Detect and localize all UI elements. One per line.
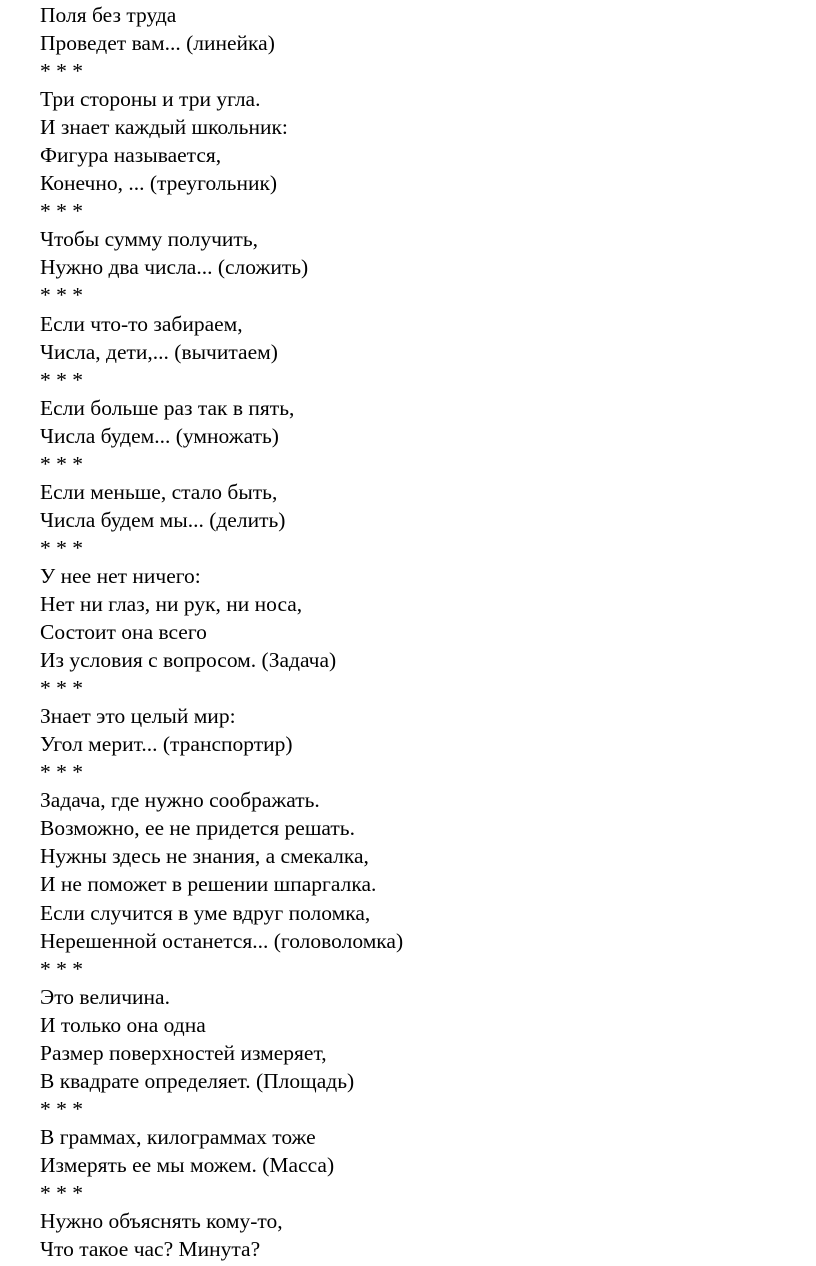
text-line: Нерешенной останется... (головоломка)	[40, 928, 404, 953]
text-line: Что такое час? Минута?	[40, 1237, 261, 1262]
text-line: Числа будем... (умножать)	[40, 423, 279, 448]
text-line: Чтобы сумму получить,	[40, 227, 259, 252]
text-line: Угол мерит... (транспортир)	[40, 732, 293, 757]
separator-line: * * *	[40, 676, 83, 701]
text-line: Если что-то забираем,	[40, 311, 243, 336]
text-line: Из условия с вопросом. (Задача)	[40, 648, 337, 673]
document-page	[40, 1, 800, 1263]
separator-line: * * *	[40, 59, 83, 84]
separator-line: * * *	[40, 367, 83, 392]
separator-line: * * *	[40, 956, 83, 981]
text-line: Нужно объяснять кому-то,	[40, 1209, 283, 1234]
text-line: Состоит она всего	[40, 620, 207, 645]
text-line: Это величина.	[40, 984, 170, 1009]
text-line: Если меньше, стало быть,	[40, 479, 278, 504]
text-line: Проведет вам... (линейка)	[40, 31, 275, 56]
text-line: И знает каждый школьник:	[40, 115, 288, 140]
text-line: Измерять ее мы можем. (Масса)	[40, 1152, 335, 1177]
text-line: Возможно, ее не придется решать.	[40, 816, 355, 841]
text-line: Нужно два числа... (сложить)	[40, 255, 309, 280]
separator-line: * * *	[40, 283, 83, 308]
separator-line: * * *	[40, 1096, 83, 1121]
text-line: Поля без труда	[40, 3, 177, 27]
text-line: В граммах, килограммах тоже	[40, 1124, 316, 1149]
text-line: Если случится в уме вдруг поломка,	[40, 900, 371, 925]
text-line: Если больше раз так в пять,	[40, 395, 295, 420]
text-line: Фигура называется,	[40, 143, 222, 168]
text-line: Знает это целый мир:	[40, 704, 236, 729]
text-line: Размер поверхностей измеряет,	[40, 1040, 327, 1065]
text-line: Числа, дети,... (вычитаем)	[40, 339, 278, 364]
text-line: И не поможет в решении шпаргалка.	[40, 872, 377, 897]
text-line: Задача, где нужно соображать.	[40, 788, 320, 813]
separator-line: * * *	[40, 1180, 83, 1205]
text-line: Конечно, ... (треугольник)	[40, 171, 278, 196]
separator-line: * * *	[40, 199, 83, 224]
text-line: У нее нет ничего:	[40, 563, 201, 588]
text-line: И только она одна	[40, 1012, 206, 1037]
separator-line: * * *	[40, 760, 83, 785]
text-line: Числа будем мы... (делить)	[40, 507, 286, 532]
separator-line: * * *	[40, 451, 83, 476]
text-line: Нужны здесь не знания, а смекалка,	[40, 844, 369, 869]
text-line: Нет ни глаз, ни рук, ни носа,	[40, 591, 303, 616]
separator-line: * * *	[40, 535, 83, 560]
text-line: Три стороны и три угла.	[40, 87, 261, 112]
text-line: В квадрате определяет. (Площадь)	[40, 1068, 355, 1093]
